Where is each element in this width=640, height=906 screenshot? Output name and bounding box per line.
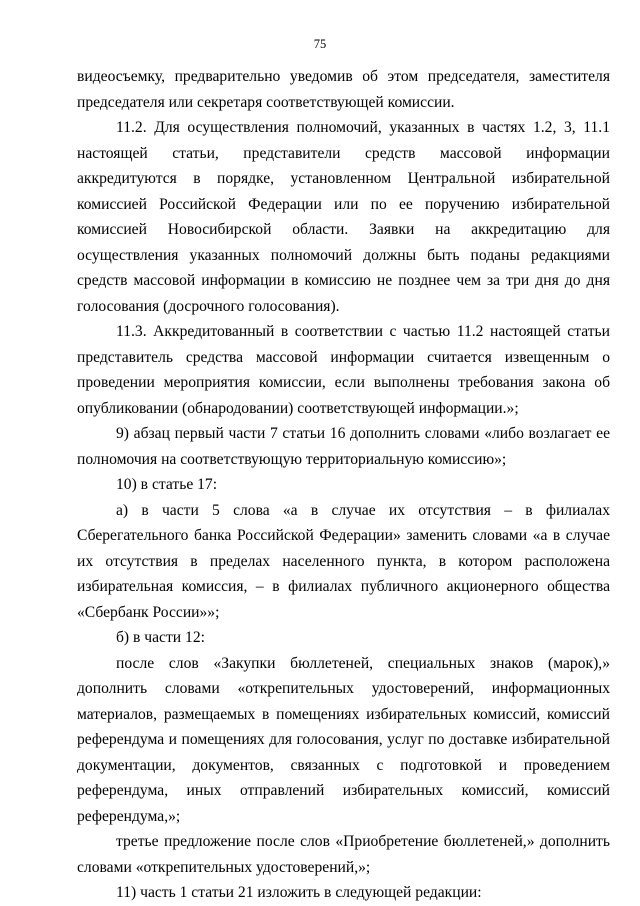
page-number: 75: [313, 37, 327, 51]
paragraph: 11.2. Для осуществления полномочий, указанных в частях 1.2, 3, 11.1 настоящей статьи, представители средств массовой информации аккредитуются в порядке, установленном Центральной избирательной комиссией Российской Федерации или по ее поручению избирательной комиссией Новосибирской области. Заявки на аккредитацию для осуществления указанных полномочий должны быть поданы редакциями средств массовой информации в комиссию не позднее чем за три дня до дня голосования (досрочного голосования).: [77, 119, 610, 315]
paragraph: 11) часть 1 статьи 21 изложить в следующей редакции:: [116, 884, 482, 901]
paragraph: видеосъемку, предварительно уведомив об этом председателя, заместителя председателя или секретаря соответствующей комиссии.: [77, 68, 610, 111]
paragraph: третье предложение после слов «Приобретение бюллетеней,» дополнить словами «открепительных удостоверений,»;: [77, 833, 610, 876]
paragraph: 10) в статье 17:: [116, 476, 218, 493]
paragraph: 11.3. Аккредитованный в соответствии с частью 11.2 настоящей статьи представитель средства массовой информации считается извещенным о проведении мероприятия комиссии, если выполнены требования закона об опубликовании (обнародовании) соответствующей информации.»;: [77, 323, 610, 417]
paragraph: 9) абзац первый части 7 статьи 16 дополнить словами «либо возлагает ее полномочия на соответствующую территориальную комиссию»;: [77, 425, 610, 468]
paragraph: б) в части 12:: [116, 629, 205, 646]
paragraph: а) в части 5 слова «а в случае их отсутствия – в филиалах Сберегательного банка Российской Федерации» заменить словами «а в случае их отсутствия в пределах населенного пункта, в котором расположена избирательная комиссия, – в филиалах публичного акционерного общества «Сбербанк России»»;: [77, 501, 610, 621]
paragraph: после слов «Закупки бюллетеней, специальных знаков (марок),» дополнить словами «открепительных удостоверений, информационных материалов, размещаемых в помещениях избирательных комиссий, комиссий референдума и помещениях для голосования, услуг по доставке избирательной документации, документов, связанных с подготовкой и проведением референдума, иных отправлений избирательных комиссий, комиссий референдума,»;: [77, 654, 610, 825]
document-body: [77, 64, 610, 906]
